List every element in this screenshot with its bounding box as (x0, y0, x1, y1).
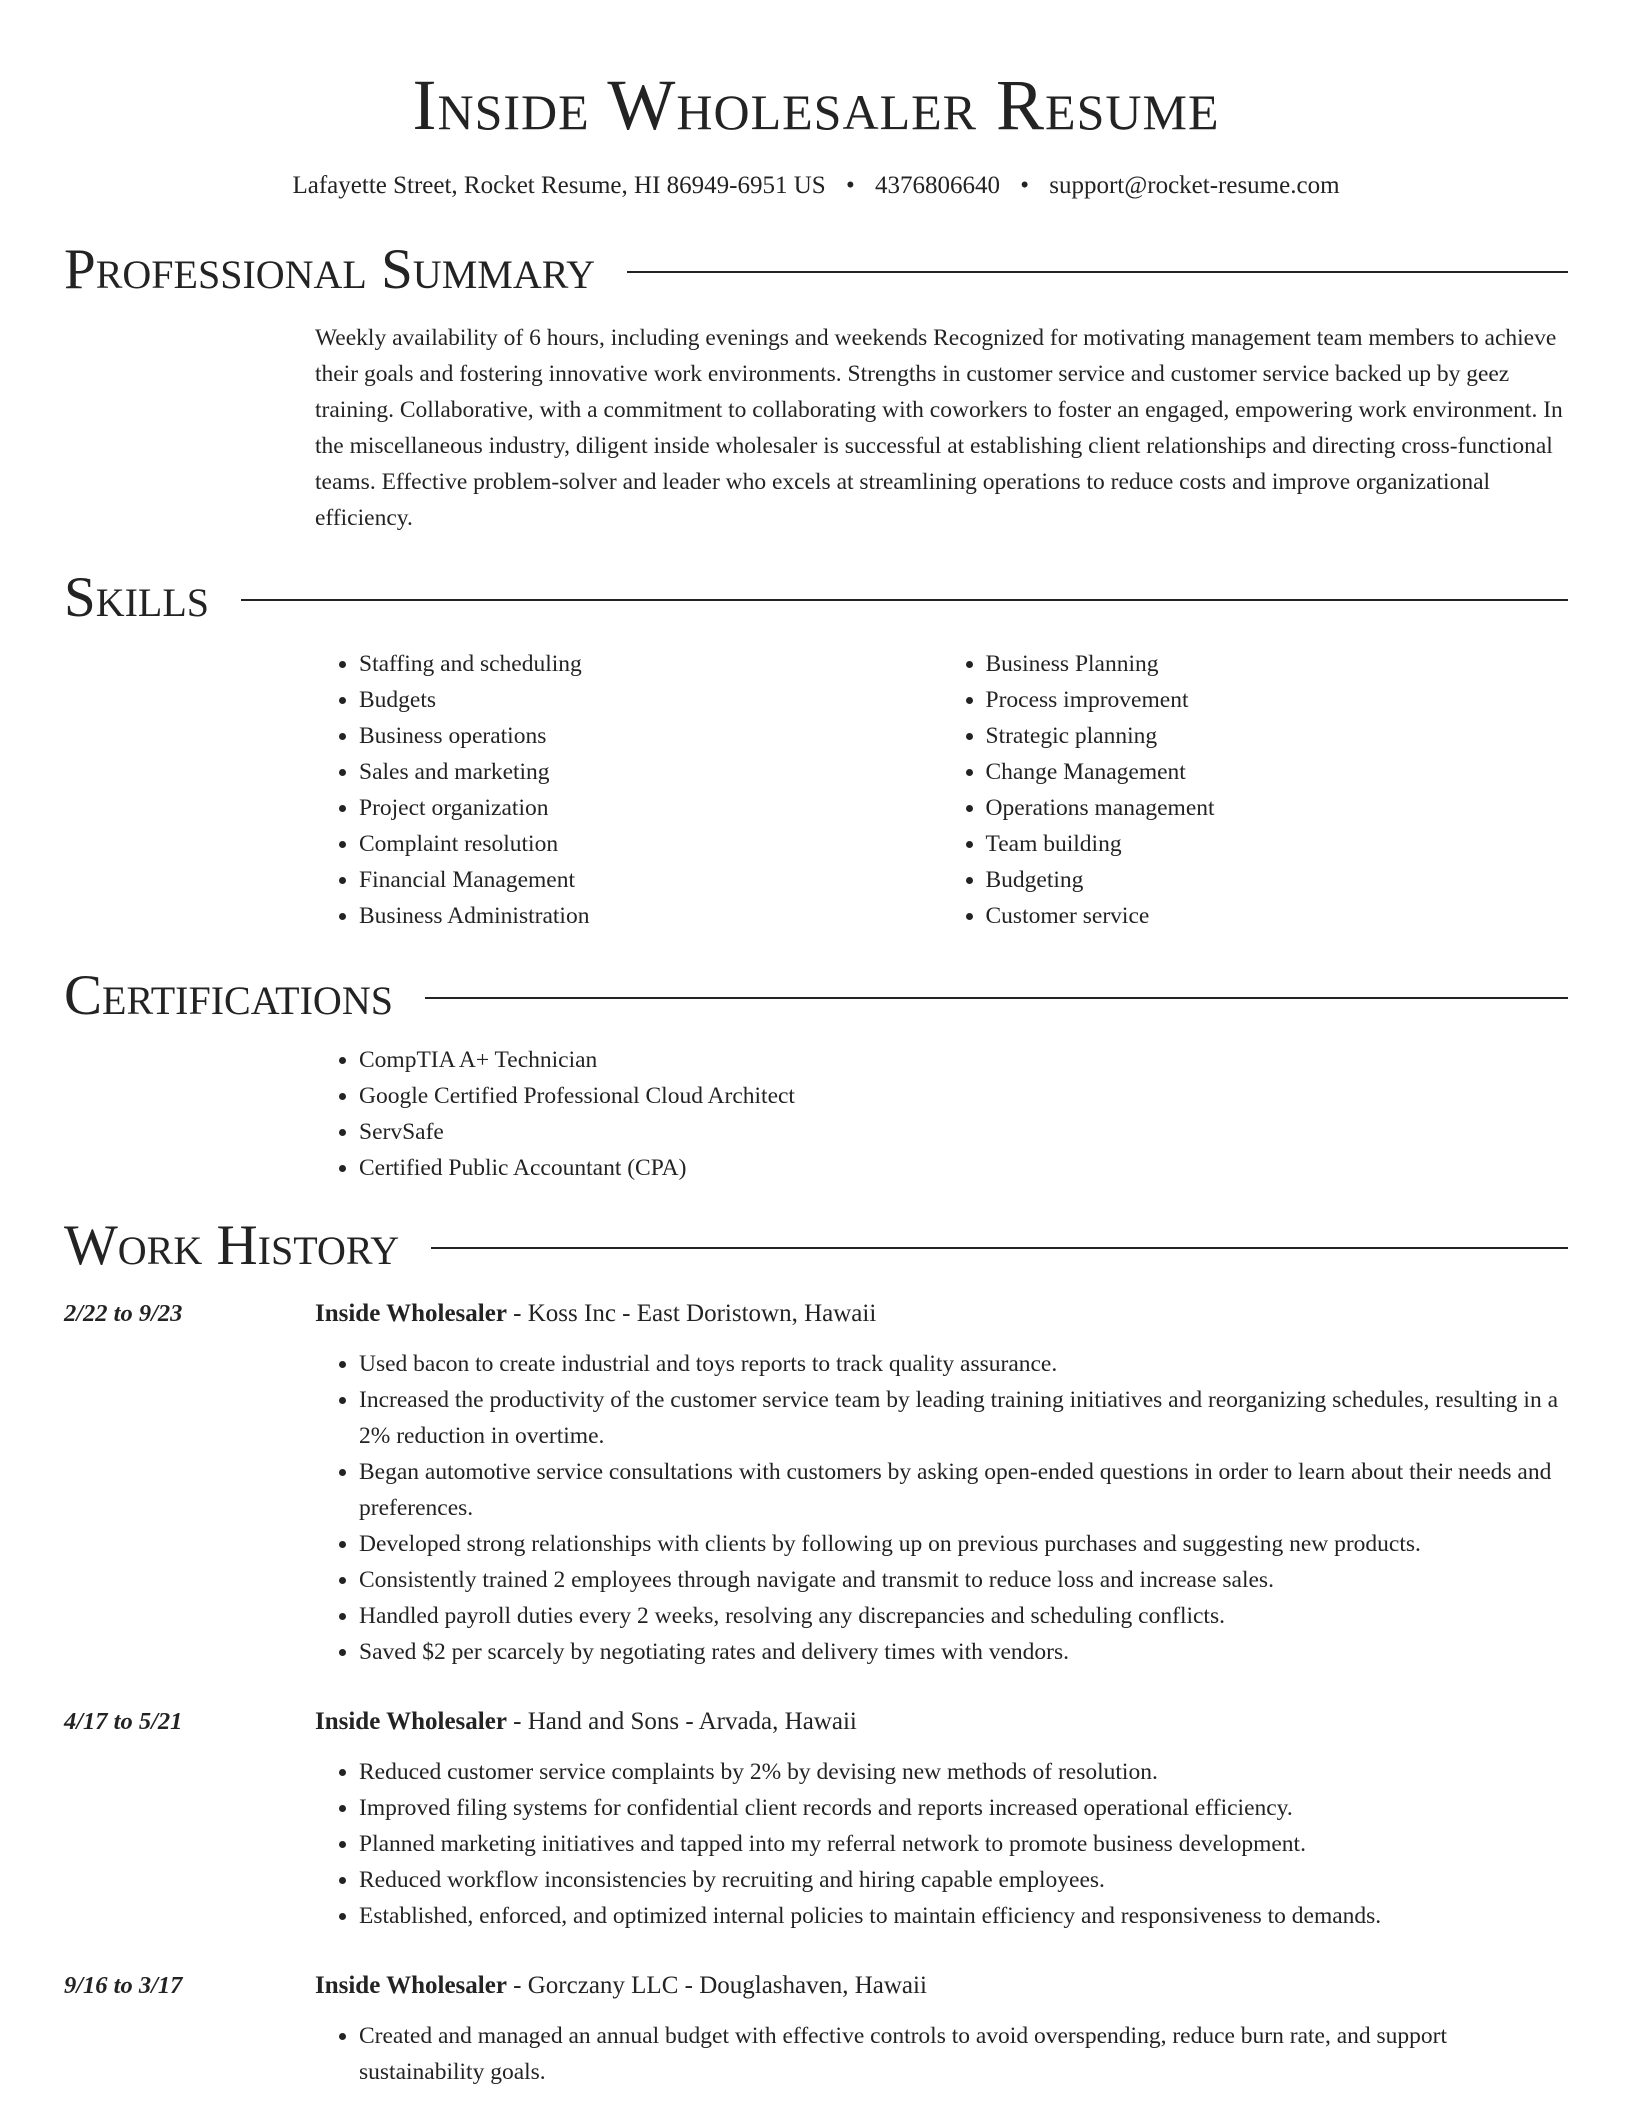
list-item: • Saved $2 per scarcely by negotiating rates and delivery times with vendors. (359, 1634, 1568, 1670)
list-item: • Sales and marketing (359, 754, 942, 790)
section-title: Professional Summary (64, 238, 596, 301)
list-item: • Operations management (986, 790, 1569, 826)
list-item: • Process improvement (986, 682, 1569, 718)
job-title-line (315, 1968, 1568, 2004)
job-entry (64, 1704, 1568, 1934)
list-item: • Reduced workflow inconsistencies by recruiting and hiring capable employees. (359, 1862, 1568, 1898)
section-divider (627, 271, 1568, 273)
contact-line (64, 170, 1568, 202)
list-item: • Budgets (359, 682, 942, 718)
job-entry (64, 1968, 1568, 2090)
list-item: • Planned marketing initiatives and tapped into my referral network to promote business development. (359, 1826, 1568, 1862)
job-role: Inside Wholesaler (315, 1300, 507, 1327)
job-body (315, 1704, 1568, 1934)
job-body (315, 1296, 1568, 1670)
list-item: • Handled payroll duties every 2 weeks, resolving any discrepancies and scheduling conflicts. (359, 1598, 1568, 1634)
job-dates: 2/22 to 9/23 (64, 1300, 183, 1327)
skills-section-heading (64, 566, 1568, 630)
job-company-location: - Hand and Sons - Arvada, Hawaii (506, 1708, 857, 1735)
job-role: Inside Wholesaler (315, 1972, 507, 1999)
list-item: • Developed strong relationships with clients by following up on previous purchases and suggesting new products. (359, 1526, 1568, 1562)
job-role: Inside Wholesaler (315, 1708, 507, 1735)
list-item: • Reduced customer service complaints by 2% by devising new methods of resolution. (359, 1754, 1568, 1790)
job-body (315, 1968, 1568, 2090)
summary-text: Weekly availability of 6 hours, including evenings and weekends Recognized for motivating management team members to achieve their goals and fostering innovative work environments. Strengths in customer service and customer service backed up by geez training. Collaborative, with a commitment to collaborating with coworkers to foster an engaged, empowering work environment. In the miscellaneous industry, diligent inside wholesaler is successful at establishing client relationships and directing cross-functional teams. Effective problem-solver and leader who excels at streamlining operations to reduce costs and improve organizational efficiency. (315, 325, 1563, 531)
section-title: Work History (64, 1214, 400, 1277)
list-item: • Created and managed an annual budget with effective controls to avoid overspending, reduce burn rate, and support sustainability goals. (359, 2018, 1568, 2090)
skills-list (315, 646, 1568, 934)
list-item: • ServSafe (359, 1114, 1568, 1150)
job-bullets (315, 2018, 1568, 2090)
contact-email: support@rocket-resume.com (1049, 172, 1340, 199)
work-section-heading (64, 1214, 1568, 1278)
section-title: Skills (64, 566, 210, 629)
list-item: • Began automotive service consultations with customers by asking open-ended questions in order to learn about their needs and preferences. (359, 1454, 1568, 1526)
list-item: • Certified Public Accountant (CPA) (359, 1150, 1568, 1186)
list-item: • Customer service (986, 898, 1569, 934)
summary-section-heading (64, 238, 1568, 302)
list-item: • Business operations (359, 718, 942, 754)
job-entry (64, 1296, 1568, 1670)
resume-title: Inside Wholesaler Resume (412, 65, 1220, 145)
skills-column-right (942, 646, 1569, 934)
job-dates: 4/17 to 5/21 (64, 1708, 183, 1735)
certifications-section-heading (64, 964, 1568, 1028)
section-divider (425, 997, 1568, 999)
contact-phone: 4376806640 (874, 172, 1000, 199)
contact-address: Lafayette Street, Rocket Resume, HI 86949-6951 US (292, 172, 826, 199)
job-bullets (315, 1346, 1568, 1670)
list-item: • Established, enforced, and optimized internal policies to maintain efficiency and responsiveness to demands. (359, 1898, 1568, 1934)
contact-separator: • (845, 172, 855, 199)
list-item: • Complaint resolution (359, 826, 942, 862)
list-item: • Team building (986, 826, 1569, 862)
resume-page (64, 0, 1568, 2090)
list-item: • Business Planning (986, 646, 1569, 682)
job-title-line (315, 1704, 1568, 1740)
list-item: • Financial Management (359, 862, 942, 898)
section-divider (431, 1247, 1568, 1249)
contact-separator: • (1020, 172, 1029, 199)
list-item: • CompTIA A+ Technician (359, 1042, 1568, 1078)
list-item: • Project organization (359, 790, 942, 826)
job-title-line (315, 1296, 1568, 1332)
certifications-list (315, 1042, 1568, 1186)
list-item: • Google Certified Professional Cloud Architect (359, 1078, 1568, 1114)
list-item: • Increased the productivity of the customer service team by leading training initiatives and reorganizing schedules, resulting in a 2% reduction in overtime. (359, 1382, 1568, 1454)
job-dates: 9/16 to 3/17 (64, 1972, 183, 1999)
list-item: • Consistently trained 2 employees through navigate and transmit to reduce loss and increase sales. (359, 1562, 1568, 1598)
list-item: • Budgeting (986, 862, 1569, 898)
list-item: • Staffing and scheduling (359, 646, 942, 682)
job-company-location: - Gorczany LLC - Douglashaven, Hawaii (506, 1972, 927, 1999)
job-bullets (315, 1754, 1568, 1934)
list-item: • Improved filing systems for confidential client records and reports increased operational efficiency. (359, 1790, 1568, 1826)
list-item: • Strategic planning (986, 718, 1569, 754)
list-item: • Used bacon to create industrial and toys reports to track quality assurance. (359, 1346, 1568, 1382)
list-item: • Change Management (986, 754, 1569, 790)
certifications-items (315, 1042, 1568, 1186)
skills-column-left (315, 646, 942, 934)
section-divider (241, 599, 1568, 601)
section-title: Certifications (64, 964, 393, 1027)
job-company-location: - Koss Inc - East Doristown, Hawaii (506, 1300, 877, 1327)
list-item: • Business Administration (359, 898, 942, 934)
